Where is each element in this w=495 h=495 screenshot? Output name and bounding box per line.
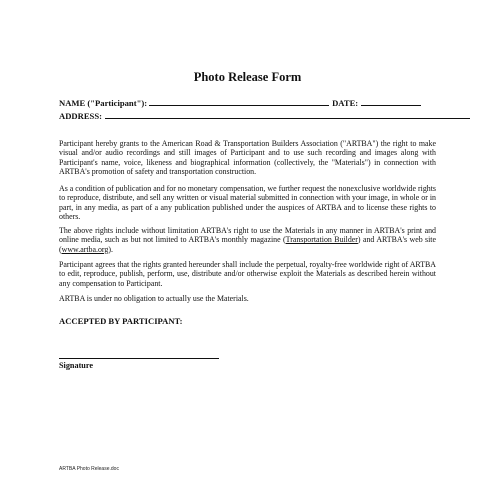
address-field-line[interactable] bbox=[105, 110, 470, 119]
footer-filename: ARTBA Photo Release.doc bbox=[59, 466, 119, 472]
magazine-name: Transportation Builder bbox=[285, 235, 358, 245]
name-label: NAME ("Participant"): bbox=[59, 98, 148, 108]
date-label: DATE: bbox=[332, 98, 359, 108]
rights-text-middle: ) and ARTBA's web site ( bbox=[59, 235, 437, 254]
publication-paragraph: As a condition of publication and for no monetary compensation, we further request the nonexclusive worldwide rights to reproduce, distribute, and sell any written or visual material submitted in connection with your image, in whole or in part, in any media, as part of a any publication published under the auspices of ARTBA and to license these rights to others. bbox=[59, 184, 436, 221]
rights-paragraph bbox=[59, 226, 436, 254]
website-link[interactable]: www.artba.org bbox=[61, 244, 109, 254]
address-label: ADDRESS: bbox=[59, 111, 102, 121]
name-field-line[interactable] bbox=[149, 97, 329, 106]
form-title: Photo Release Form bbox=[193, 70, 302, 84]
signature-line[interactable] bbox=[59, 358, 219, 359]
name-date-row bbox=[59, 97, 421, 108]
date-field-line[interactable] bbox=[361, 97, 421, 106]
obligation-paragraph: ARTBA is under no obligation to actually use the Materials. bbox=[59, 294, 249, 303]
agreement-paragraph: Participant agrees that the rights granted hereunder shall include the perpetual, royalty-free worldwide right of ARTBA to edit, reproduce, publish, perform, use, distribute and/or otherwise exploit the Materials as described herein without any compensation to Participant. bbox=[59, 260, 436, 288]
rights-text-end: ). bbox=[108, 244, 113, 254]
signature-label: Signature bbox=[59, 361, 93, 370]
rights-text-start: The above rights include without limitation ARTBA's right to use the Materials in any manner in ARTBA's print and online media, such as but not limited to ARTBA's monthly magazine ( bbox=[59, 226, 436, 245]
grant-paragraph: Participant hereby grants to the American Road & Transportation Builders Association ("ARTBA") the right to make visual and/or audio recordings and still images of Participant and to use such recording and images along with Participant's name, voice, likeness and biographical information (collectively, the "Materials") in connection with ARTBA's promotion of safety and transportation construction. bbox=[59, 139, 436, 176]
address-row bbox=[59, 110, 470, 121]
accepted-heading: ACCEPTED BY PARTICIPANT: bbox=[59, 316, 183, 326]
